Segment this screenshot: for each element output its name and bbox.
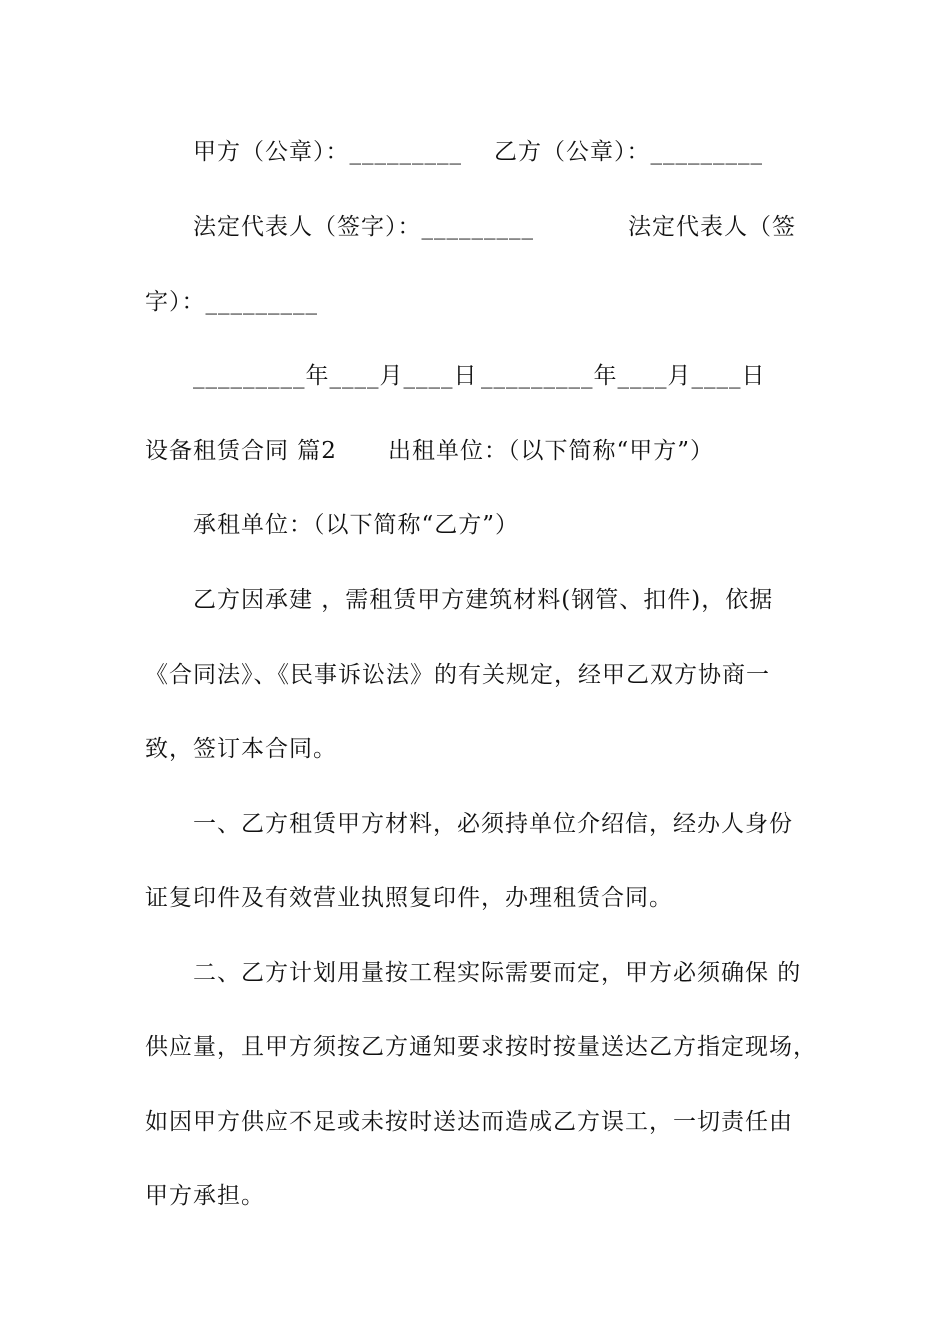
paragraph-line: 二、乙方计划用量按工程实际需要而定，甲方必须确保 的 [193,960,802,986]
paragraph-line: 甲方承担。 [145,1183,265,1209]
paragraph-line: 一、乙方租赁甲方材料，必须持单位介绍信，经办人身份 [193,811,793,837]
party-b-rep-line-1: 法定代表人（签 [628,214,796,240]
paragraph-line: 如因甲方供应不足或未按时送达而造成乙方误工，一切责任由 [145,1109,793,1135]
party-a-seal-line: 甲方（公章）：_________ [193,139,462,165]
lessee-line: 承租单位：（以下简称“乙方”） [193,512,520,538]
paragraph-line: 《合同法》、《民事诉讼法》的有关规定，经甲乙双方协商一 [145,662,770,688]
paragraph-line: 致，签订本合同。 [145,736,337,762]
paragraph-line: 供应量，且甲方须按乙方通知要求按时按量送达乙方指定现场， [145,1034,817,1060]
lessor-line: 出租单位：（以下简称“甲方”） [388,438,715,464]
paragraph-line: 证复印件及有效营业执照复印件，办理租赁合同。 [145,885,673,911]
party-b-rep-line-2: 字）：_________ [145,289,318,315]
paragraph-line: 乙方因承建 ，需租赁甲方建筑材料(钢管、扣件)，依据 [193,587,774,613]
party-b-seal-line: 乙方（公章）：_________ [494,139,763,165]
date-b-line: _________年____月____日 [481,363,766,389]
party-a-rep-line: 法定代表人（签字）：_________ [193,214,534,240]
contract-title: 设备租赁合同 篇2 [145,438,337,464]
date-a-line: _________年____月____日 [193,363,478,389]
